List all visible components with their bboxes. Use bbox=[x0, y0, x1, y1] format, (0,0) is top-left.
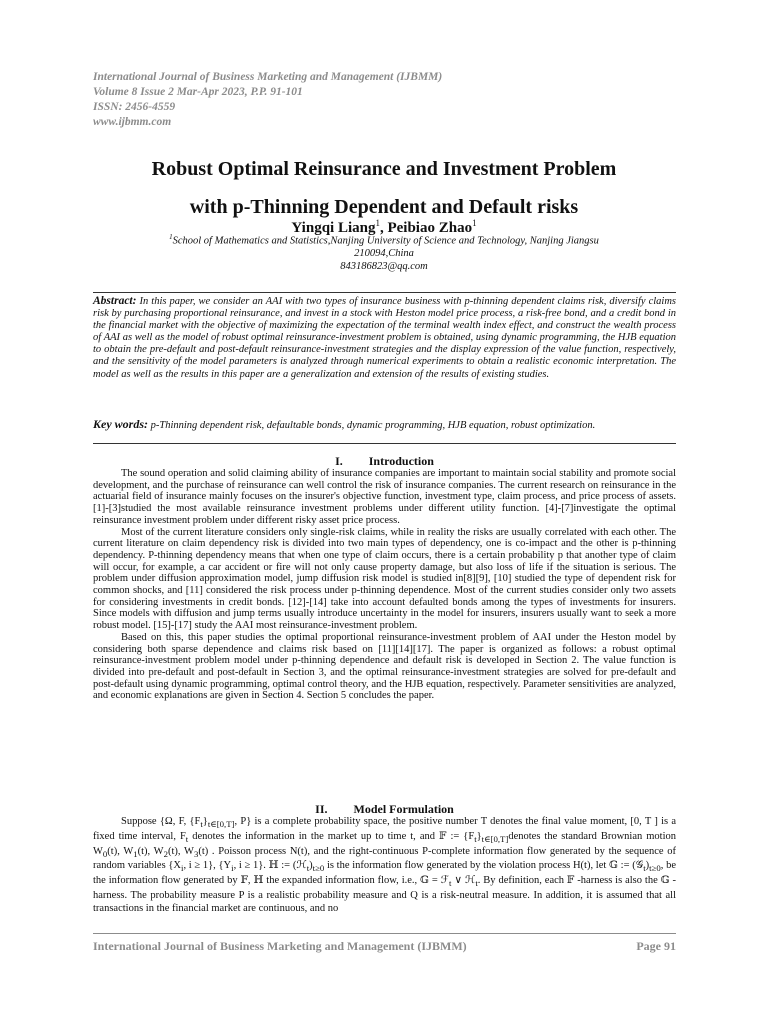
author-separator: , bbox=[379, 220, 388, 236]
keywords-label: Key words: bbox=[93, 417, 148, 431]
author-2: Peibiao Zhao bbox=[387, 220, 473, 236]
journal-website[interactable]: www.ijbmm.com bbox=[93, 116, 172, 128]
section-title: Model Formulation bbox=[353, 802, 454, 816]
journal-issn: ISSN: 2456-4559 bbox=[93, 101, 176, 113]
journal-volume: Volume 8 Issue 2 Mar-Apr 2023, P.P. 91-101 bbox=[93, 86, 303, 98]
abstract-label: Abstract: bbox=[93, 295, 137, 307]
paragraph: Based on this, this paper studies the optimal proportional reinsurance-investment problem of AAI under the Heston model by considering both sparse dependence and claims risk based on [11][14][17]. The paper is organized as follows: a robust optimal reinsurance-investment problem model under p-thinning dependence and default risk is developed in Section 2. The value function is divided into pre-default and post-default in Section 3, and the optimal reinsurance-investment strategies are solved for pre-default and post-default using dynamic programming, optimal control theory, and the HJB equation, respectively. Parameter sensitivities are analyzed, and economic explanations are given in Section 4. Section 5 concludes the paper. bbox=[93, 631, 676, 702]
affiliation-line1 bbox=[100, 231, 668, 248]
paragraph: The sound operation and solid claiming ability of insurance companies are important to maintain social stability and promote social development, and the purchase of reinsurance can well control the risk of insurance companies. The current research on reinsurance in the actuarial field of insurance mainly focuses on the insurer's objective function, investment type, claim process, and price process of assets. [1]-[3]studied the most available reinsurance investment problems under different utility function. [4]-[7]investigate the optimal reinsurance investment problem under different risky asset price process. bbox=[93, 468, 676, 526]
keywords bbox=[93, 418, 676, 432]
journal-name: International Journal of Business Marketing and Management (IJBMM) bbox=[93, 71, 443, 83]
keywords-bottom-rule bbox=[93, 443, 676, 444]
paragraph: Most of the current literature considers only single-risk claims, while in reality the risks are usually correlated with each other. The current literature on claim dependency risk is divided into two main types of dependency, one is co-impact and the other is p-thinning dependency. P-thinning dependency means that when one type of claim occurs, there is a certain probability p that another type of claim will occur, for example, a car accident or fire will not only cause property damage, but also loss of life if the situation is serious. The problem under diffusion approximation model, jump diffusion risk model is studied in[8][9], [10] studied the type of dependent risk for common shocks, and [11] considered the risk process under p-thinning dependence. Most of the current studies consider only two assets for considering investments in credit bonds. [12]-[14] take into account defaulted bonds among the types of investments for insurers. Since models with diffusion and jump terms usually introduce uncertainty in the model for insurers, insurers usually want to seek a more robust model. [15]-[17] study the AAI most reinsurance-investment problem. bbox=[93, 526, 676, 632]
footer-rule bbox=[93, 933, 676, 934]
affiliation-institution: School of Mathematics and Statistics,Nanjing University of Science and Technology, Nanjing Jiangsu bbox=[172, 235, 599, 247]
page-number: Page 91 bbox=[636, 939, 676, 953]
abstract-text: In this paper, we consider an AAI with two types of insurance business with p-thinning dependent claims risk, diversify claims risk by purchasing proportional reinsurance, and invest in a stock with Heston model price process, a risk-free bond, and a credit bond in the financial market with the objective of maximizing the expectation of the terminal wealth index effect, and construct the wealth process of AAI as well as the model of robust optimal reinsurance-investment problem is obtained, using dynamic programming, the HJB equation to obtain the pre-default and post-default reinsurance-investment strategies and the display expression of the value function, respectively, and the sensitivity of the model parameters is analyzed through numerical experiments to obtain a realistic economic interpretation. The model as well as the results in this paper are a generalization and extension of the results of existing studies. bbox=[93, 296, 676, 380]
paragraph: Suppose {Ω, F, $\{F_t\}_{t\in[0,T]}$, P} is a complete probability space, the positive number T denotes the final value moment, [0, T ] is a fixed time interval, $F_t$ denotes the information in the market up to time t, and 𝔽 := $\{F_t\}_{t\in[0,T]}denotes$ the standard Brownian motion $W_0(t)$, $W_1(t)$, $W_2(t)$, $W_3(t)$ . Poisson process N(t), and the right-continuous P-complete information flow generated by the sequence of random variables {$X_i$, i ≥ 1}, {$Y_i$, i ≥ 1}. ℍ := $(ℋ_t)_{t\ge 0}$ is the information flow generated by the violation process H(t), let 𝔾 := $(𝒢_t)_{t\ge 0}$, be the information flow generated by 𝔽, ℍ the expanded information flow, i.e., 𝔾 = ℱ$_t$ ∨ ℋ$_t$. By definition, each 𝔽 -harness is also the 𝔾 -harness. The probability measure P is a realistic probability measure and Q is a risk-neutral measure. In addition, it is assumed that all transactions in the financial market are continuous, and no bbox=[93, 816, 677, 914]
paper-title-line2: with p-Thinning Dependent and Default risks bbox=[189, 196, 579, 218]
journal-header bbox=[93, 70, 693, 130]
abstract-top-rule bbox=[93, 292, 676, 293]
footer-journal: International Journal of Business Marketing and Management (IJBMM) bbox=[93, 939, 467, 953]
model-formulation-body bbox=[93, 816, 676, 915]
section-number: I. bbox=[335, 454, 343, 468]
abstract bbox=[93, 295, 676, 381]
affiliation-mark: 1 bbox=[169, 233, 173, 241]
author-1-affiliation-mark: 1 bbox=[375, 218, 380, 228]
paper-title-line1: Robust Optimal Reinsurance and Investment Problem bbox=[151, 158, 617, 180]
section-number: II. bbox=[315, 802, 328, 816]
affiliation-line2: 210094,China bbox=[354, 248, 414, 259]
section-heading-introduction bbox=[93, 454, 676, 468]
introduction-body bbox=[93, 468, 676, 702]
section-title: Introduction bbox=[368, 454, 434, 468]
author-2-affiliation-mark: 1 bbox=[472, 218, 477, 228]
author-1: Yingqi Liang bbox=[291, 220, 376, 236]
keywords-text: p-Thinning dependent risk, defaultable bonds, dynamic programming, HJB equation, robust optimization. bbox=[148, 420, 596, 431]
affiliation bbox=[100, 231, 668, 273]
page-footer bbox=[93, 939, 676, 953]
author-email[interactable]: 843186823@qq.com bbox=[340, 260, 428, 272]
section-heading-model-formulation bbox=[93, 802, 676, 816]
